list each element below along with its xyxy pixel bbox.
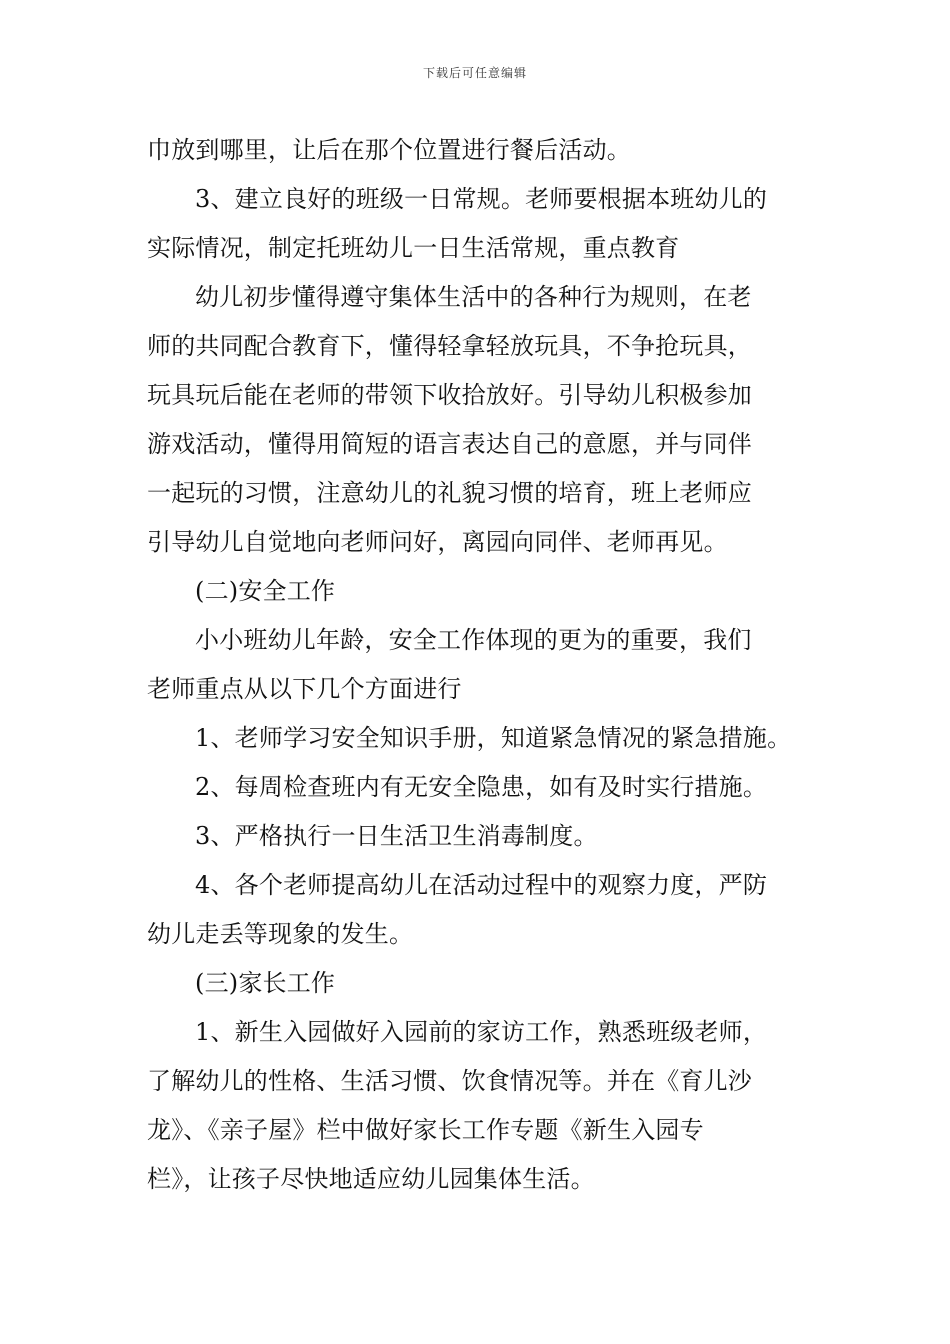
list-item: 1、新生入园做好入园前的家访工作，熟悉班级老师， <box>195 1018 768 1046</box>
text-line: 实际情况，制定托班幼儿一日生活常规，重点教育 <box>147 234 680 262</box>
text-line: 栏》，让孩子尽快地适应幼儿园集体生活。 <box>147 1165 595 1193</box>
text-line: 幼儿初步懂得遵守集体生活中的各种行为规则，在老 <box>195 283 752 311</box>
list-item: 2、每周检查班内有无安全隐患，如有及时实行措施。 <box>195 773 768 801</box>
list-item: 1、老师学习安全知识手册，知道紧急情况的紧急措施。 <box>195 724 792 752</box>
text-line: 龙》、《亲子屋》栏中做好家长工作专题《新生入园专 <box>147 1116 704 1144</box>
text-line: 了解幼儿的性格、生活习惯、饮食情况等。并在《育儿沙 <box>147 1067 752 1095</box>
section-heading: (三)家长工作 <box>195 969 336 997</box>
text-line: 师的共同配合教育下，懂得轻拿轻放玩具，不争抢玩具， <box>147 332 752 360</box>
text-line: 3、建立良好的班级一日常规。老师要根据本班幼儿的 <box>195 185 768 213</box>
text-line: 游戏活动，懂得用简短的语言表达自己的意愿，并与同伴 <box>147 430 752 458</box>
text-line: 幼儿走丢等现象的发生。 <box>147 920 414 948</box>
list-item: 3、严格执行一日生活卫生消毒制度。 <box>195 822 598 850</box>
text-line: 小小班幼儿年龄，安全工作体现的更为的重要，我们 <box>195 626 752 654</box>
text-line: 巾放到哪里，让后在那个位置进行餐后活动。 <box>147 136 631 164</box>
text-line: 玩具玩后能在老师的带领下收拾放好。引导幼儿积极参加 <box>147 381 752 409</box>
text-line: 老师重点从以下几个方面进行 <box>147 675 462 703</box>
section-heading: (二)安全工作 <box>195 577 336 605</box>
page-header: 下载后可任意编辑 <box>422 66 527 80</box>
list-item: 4、各个老师提高幼儿在活动过程中的观察力度，严防 <box>195 871 768 899</box>
document-body <box>147 126 812 1204</box>
text-line: 引导幼儿自觉地向老师问好，离园向同伴、老师再见。 <box>147 528 728 556</box>
text-line: 一起玩的习惯，注意幼儿的礼貌习惯的培育，班上老师应 <box>147 479 752 507</box>
